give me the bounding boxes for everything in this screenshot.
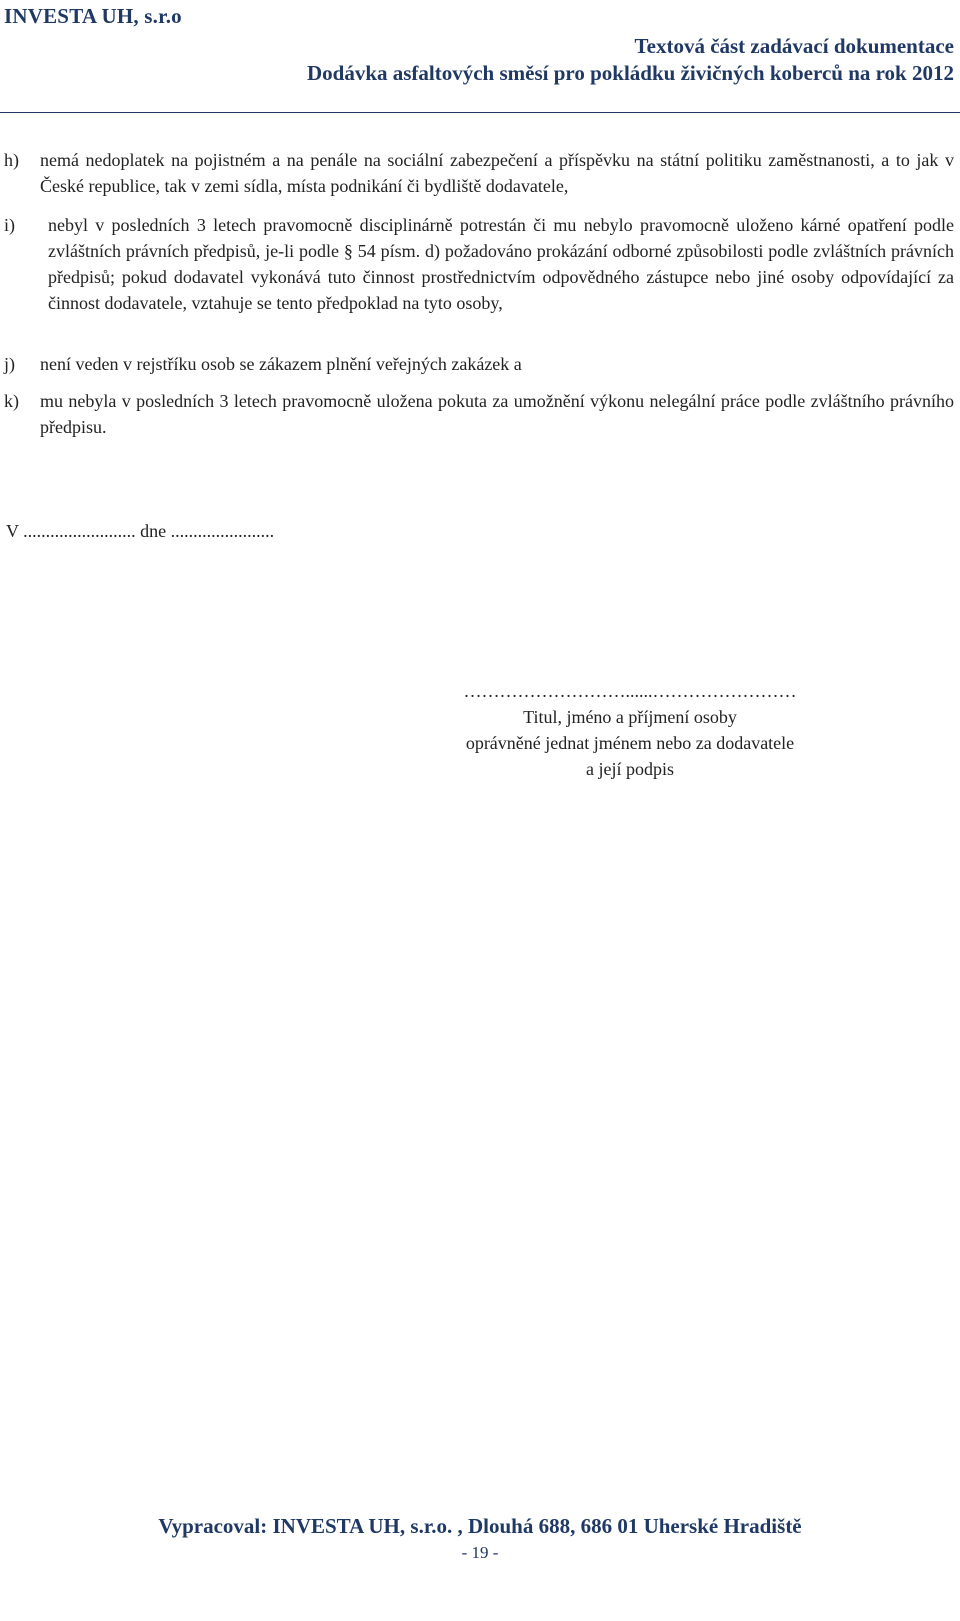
signature-caption-sign: a její podpis — [586, 759, 674, 779]
header-doc-title: Textová část zadávací dokumentace — [634, 34, 954, 58]
signature-block — [420, 678, 840, 782]
list-item-marker: i) — [4, 215, 15, 235]
header-divider — [0, 112, 960, 113]
list-item-text: nebyl v posledních 3 letech pravomocně disciplinárně potrestán či mu nebylo pravomocně uloženo kárné opatření podle zvláštních právních předpisů, je-li podle § 54 písm. d) požadováno prokázání odborné způsobilosti podle zvláštních právních předpisů; pokud dodavatel vykonává tuto činnost prostřednictvím odpovědného zástupce nebo jiné osoby odpovídající za činnost dodavatele, vztahuje se tento předpoklad na tyto osoby, — [48, 215, 954, 313]
list-item-text: mu nebyla v posledních 3 letech pravomocně uložena pokuta za umožnění výkonu nelegální práce podle zvláštního právního předpisu. — [40, 391, 954, 437]
list-item-text: nemá nedoplatek na pojistném a na penále na sociální zabezpečení a příspěvku na státní politiku zaměstnanosti, a to jak v České republice, tak v zemi sídla, místa podnikání či bydliště dodavatele, — [40, 150, 954, 196]
list-item-marker: k) — [4, 391, 19, 411]
place-date-line: V ......................... dne ....................... — [6, 521, 275, 541]
list-item — [4, 351, 954, 377]
list-item — [4, 147, 954, 199]
list-item — [4, 388, 954, 440]
footer-page-number: - 19 - — [461, 1543, 499, 1562]
signature-caption-name: Titul, jméno a příjmení osoby — [523, 707, 737, 727]
signature-caption-authority: oprávněné jednat jménem nebo za dodavatele — [465, 733, 795, 753]
list-item-text: není veden v rejstříku osob se zákazem plnění veřejných zakázek a — [40, 354, 522, 374]
list-item-marker: h) — [4, 150, 19, 170]
list-item — [4, 212, 954, 316]
header-doc-subject: Dodávka asfaltových směsí pro pokládku živičných koberců na rok 2012 — [306, 61, 954, 85]
header-company-name: INVESTA UH, s.r.o — [4, 4, 182, 28]
signature-line: ………………………......…………………… — [463, 681, 797, 701]
header-document-info — [307, 33, 954, 87]
footer-prepared-by: Vypracoval: INVESTA UH, s.r.o. , Dlouhá 688, 686 01 Uherské Hradiště — [158, 1514, 802, 1538]
list-item-marker: j) — [4, 354, 15, 374]
